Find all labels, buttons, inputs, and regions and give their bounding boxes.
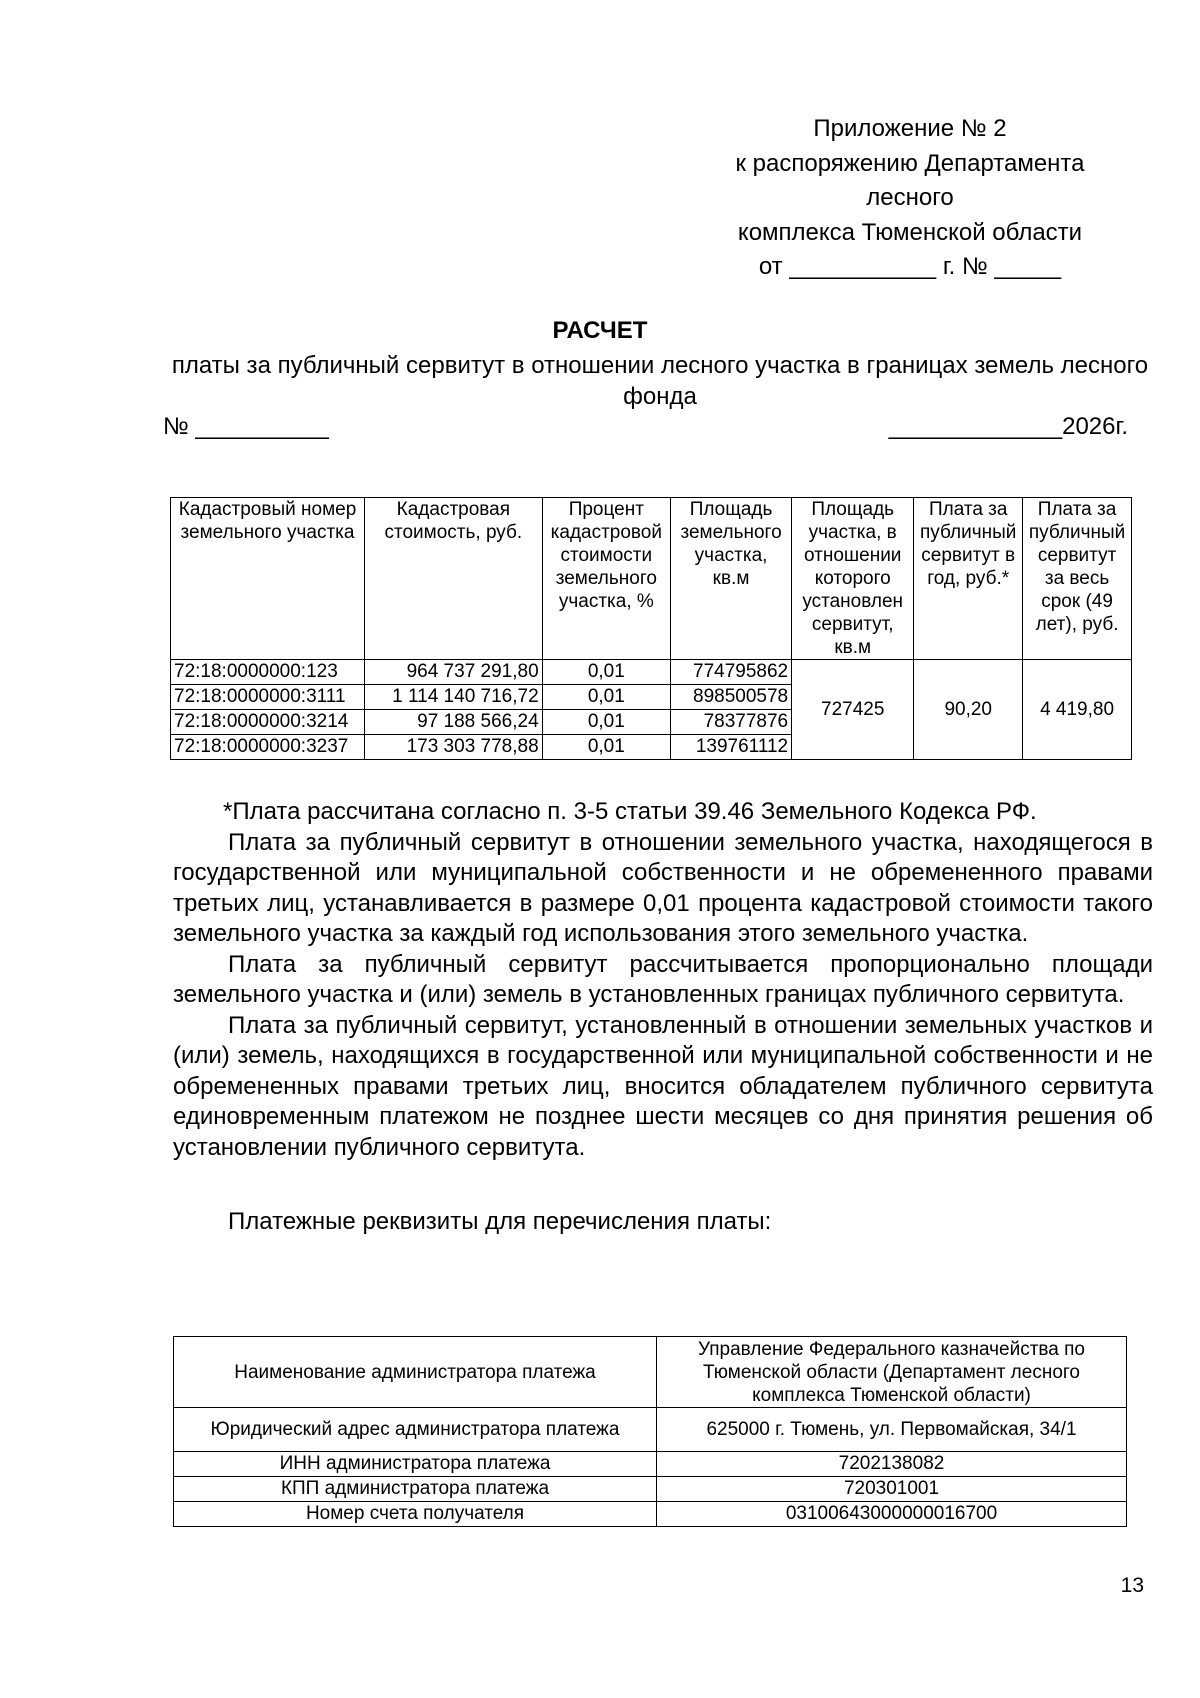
column-header: Плата за публичный сервитут за весь срок (49 лет), руб. xyxy=(1023,498,1132,660)
table-row xyxy=(174,1408,1127,1452)
document-number: № __________ xyxy=(163,413,329,440)
appendix-header xyxy=(680,112,1140,285)
table-row xyxy=(174,1452,1127,1477)
cadastral-number-cell: 72:18:0000000:123 xyxy=(171,660,365,685)
area-cell: 774795862 xyxy=(670,660,791,685)
column-header: Кадастровая стоимость, руб. xyxy=(365,498,543,660)
column-header: Кадастровый номер земельного участка xyxy=(171,498,365,660)
requisite-value: 625000 г. Тюмень, ул. Первомайская, 34/1 xyxy=(657,1408,1127,1452)
cadastral-value-cell: 97 188 566,24 xyxy=(365,710,543,735)
percent-cell: 0,01 xyxy=(542,735,670,760)
cadastral-value-cell: 1 114 140 716,72 xyxy=(365,685,543,710)
requisites-table xyxy=(173,1336,1127,1527)
column-header: Площадь земельного участка, кв.м xyxy=(670,498,791,660)
table-row xyxy=(174,1337,1127,1408)
appendix-line: комплекса Тюменской области xyxy=(737,218,1083,246)
requisite-value: 720301001 xyxy=(657,1477,1127,1502)
requisite-label: ИНН администратора платежа xyxy=(174,1452,657,1477)
appendix-line: к распоряжению Департамента xyxy=(735,149,1085,177)
footnote: *Плата рассчитана согласно п. 3-5 статьи 39.46 Земельного Кодекса РФ. xyxy=(223,798,1037,825)
paragraph: Плата за публичный сервитут, установленный в отношении земельных участков и (или) земель, находящихся в государственной или муниципальной собственности и не обремененных правами третьих лиц, вносится обладателем публичного сервитута единовременным платежом не позднее шести месяцев со дня принятия решения об установлении публичного сервитута. xyxy=(173,1011,1153,1161)
requisite-label: Юридический адрес администратора платежа xyxy=(174,1408,657,1452)
requisite-value: 7202138082 xyxy=(657,1452,1127,1477)
body-text xyxy=(173,797,1153,1238)
table-row xyxy=(174,1502,1127,1527)
requisite-label: Наименование администратора платежа xyxy=(174,1337,657,1408)
area-cell: 139761112 xyxy=(670,735,791,760)
area-cell: 898500578 xyxy=(670,685,791,710)
document-title: РАСЧЕТ xyxy=(552,317,648,344)
requisite-label: Номер счета получателя xyxy=(174,1502,657,1527)
table-header-row xyxy=(171,498,1132,660)
cadastral-number-cell: 72:18:0000000:3111 xyxy=(171,685,365,710)
area-cell: 78377876 xyxy=(670,710,791,735)
requisite-value: 03100643000000016700 xyxy=(657,1502,1127,1527)
column-header: Процент кадастровой стоимости земельного участка, % xyxy=(542,498,670,660)
requisites-lead: Платежные реквизиты для перечисления платы: xyxy=(228,1208,772,1235)
calculation-table xyxy=(170,497,1132,760)
column-header: Плата за публичный сервитут в год, руб.* xyxy=(914,498,1023,660)
cadastral-value-cell: 964 737 291,80 xyxy=(365,660,543,685)
percent-cell: 0,01 xyxy=(542,685,670,710)
table-row xyxy=(174,1477,1127,1502)
cadastral-number-cell: 72:18:0000000:3237 xyxy=(171,735,365,760)
column-header: Площадь участка, в отношении которого установлен сервитут, кв.м xyxy=(792,498,914,660)
page-number: 13 xyxy=(1120,1574,1144,1597)
percent-cell: 0,01 xyxy=(542,710,670,735)
table-row xyxy=(171,660,1132,685)
appendix-line: от ___________ г. № _____ xyxy=(758,253,1062,280)
paragraph: Плата за публичный сервитут рассчитывается пропорционально площади земельного участка и (или) земель в установленных границах публичного сервитута. xyxy=(173,950,1153,1008)
total-fee-cell: 4 419,80 xyxy=(1023,660,1132,760)
percent-cell: 0,01 xyxy=(542,660,670,685)
appendix-line: лесного xyxy=(866,184,954,211)
appendix-line: Приложение № 2 xyxy=(813,115,1007,142)
document-subtitle: платы за публичный сервитут в отношении лесного участка в границах земель лесного фонда xyxy=(171,352,1149,410)
requisite-label: КПП администратора платежа xyxy=(174,1477,657,1502)
annual-fee-cell: 90,20 xyxy=(914,660,1023,760)
document-date: _____________2026г. xyxy=(888,413,1128,440)
servitude-area-cell: 727425 xyxy=(792,660,914,760)
requisite-value: Управление Федерального казначейства по Тюменской области (Департамент лесного комплекса Тюменской области) xyxy=(657,1337,1127,1408)
paragraph: Плата за публичный сервитут в отношении земельного участка, находящегося в государственной или муниципальной собственности и не обремененного правами третьих лиц, устанавливается в размере 0,01 процента кадастровой стоимости такого земельного участка за каждый год использования этого земельного участка. xyxy=(173,828,1153,947)
cadastral-value-cell: 173 303 778,88 xyxy=(365,735,543,760)
cadastral-number-cell: 72:18:0000000:3214 xyxy=(171,710,365,735)
